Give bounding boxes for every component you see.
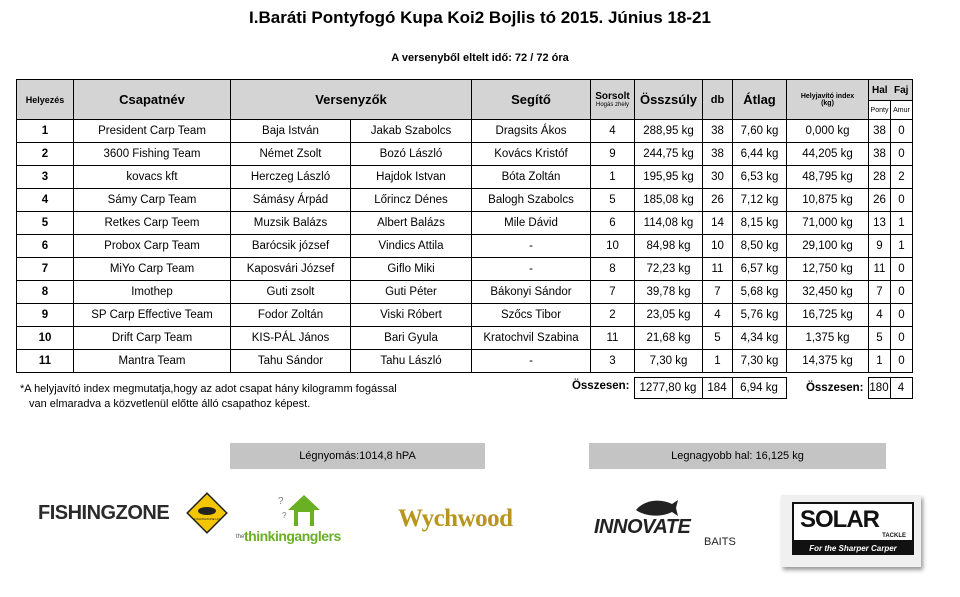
header-segito: Segítő <box>472 80 591 120</box>
thinking-text: thinkinganglers <box>244 528 341 544</box>
competitor-2-cell: Vindics Attila <box>351 235 472 258</box>
team-cell: President Carp Team <box>74 120 231 143</box>
competitor-1-cell: Guti zsolt <box>231 281 351 304</box>
db-cell: 7 <box>703 281 733 304</box>
amur-cell: 2 <box>891 166 913 189</box>
helper-cell: - <box>472 235 591 258</box>
totals-label-2: Összesen: <box>805 382 864 394</box>
avg-cell: 5,76 kg <box>733 304 787 327</box>
sorsolt-cell: 10 <box>591 235 635 258</box>
rank-cell: 2 <box>17 143 74 166</box>
helper-cell: Szőcs Tibor <box>472 304 591 327</box>
amur-cell: 0 <box>891 350 913 373</box>
solar-logo <box>781 495 921 567</box>
index-cell: 12,750 kg <box>787 258 869 281</box>
innovate-baits-text: BAITS <box>704 536 736 548</box>
rank-cell: 10 <box>17 327 74 350</box>
helper-cell: Balogh Szabolcs <box>472 189 591 212</box>
rank-cell: 3 <box>17 166 74 189</box>
ponty-cell: 11 <box>869 258 891 281</box>
header-sorsolt-sub: Hogás zhely <box>595 102 630 108</box>
db-cell: 4 <box>703 304 733 327</box>
biggest-fish-bar: Legnagyobb hal: 16,125 kg <box>589 443 886 469</box>
rank-cell: 8 <box>17 281 74 304</box>
index-cell: 1,375 kg <box>787 327 869 350</box>
totals-row <box>571 377 913 399</box>
competitor-2-cell: Giflo Miki <box>351 258 472 281</box>
avg-cell: 8,50 kg <box>733 235 787 258</box>
amur-cell: 0 <box>891 258 913 281</box>
team-cell: MiYo Carp Team <box>74 258 231 281</box>
index-cell: 48,795 kg <box>787 166 869 189</box>
footnote <box>20 382 500 412</box>
table-row <box>17 235 913 258</box>
sorsolt-cell: 7 <box>591 281 635 304</box>
ponty-cell: 13 <box>869 212 891 235</box>
header-amur: Amur <box>891 101 913 120</box>
solar-text: SOLAR <box>800 506 879 533</box>
sorsolt-cell: 2 <box>591 304 635 327</box>
db-cell: 14 <box>703 212 733 235</box>
db-cell: 26 <box>703 189 733 212</box>
ponty-cell: 7 <box>869 281 891 304</box>
competitor-2-cell: Guti Péter <box>351 281 472 304</box>
avg-cell: 7,12 kg <box>733 189 787 212</box>
competitor-2-cell: Bari Gyula <box>351 327 472 350</box>
team-cell: Imothep <box>74 281 231 304</box>
avg-cell: 6,53 kg <box>733 166 787 189</box>
db-cell: 5 <box>703 327 733 350</box>
sorsolt-cell: 8 <box>591 258 635 281</box>
helper-cell: Bákonyi Sándor <box>472 281 591 304</box>
weight-cell: 185,08 kg <box>635 189 703 212</box>
innovate-logo <box>592 496 742 550</box>
team-cell: SP Carp Effective Team <box>74 304 231 327</box>
db-cell: 10 <box>703 235 733 258</box>
wychwood-logo <box>398 505 548 539</box>
team-cell: Retkes Carp Teem <box>74 212 231 235</box>
fishingzone-logo <box>38 492 218 542</box>
table-row <box>17 143 913 166</box>
competitor-1-cell: Barócsik józsef <box>231 235 351 258</box>
ponty-cell: 38 <box>869 143 891 166</box>
footnote-line-1: *A helyjavító index megmutatja,hogy az adot csapat hány kilogramm fogással <box>20 383 397 395</box>
rank-cell: 1 <box>17 120 74 143</box>
weight-cell: 114,08 kg <box>635 212 703 235</box>
avg-cell: 6,57 kg <box>733 258 787 281</box>
header-atlag: Átlag <box>733 80 787 120</box>
rank-cell: 11 <box>17 350 74 373</box>
header-versenyzok: Versenyzők <box>231 80 472 120</box>
sorsolt-cell: 9 <box>591 143 635 166</box>
rank-cell: 7 <box>17 258 74 281</box>
index-cell: 0,000 kg <box>787 120 869 143</box>
avg-cell: 5,68 kg <box>733 281 787 304</box>
index-cell: 14,375 kg <box>787 350 869 373</box>
page-title: I.Baráti Pontyfogó Kupa Koi2 Bojlis tó 2015. Június 18-21 <box>249 8 711 27</box>
team-cell: Sámy Carp Team <box>74 189 231 212</box>
fishingzone-badge-icon <box>186 492 228 534</box>
competitor-2-cell: Jakab Szabolcs <box>351 120 472 143</box>
competitor-2-cell: Lőrincz Dénes <box>351 189 472 212</box>
amur-cell: 0 <box>891 189 913 212</box>
ponty-cell: 1 <box>869 350 891 373</box>
helper-cell: Kovács Kristóf <box>472 143 591 166</box>
competitor-1-cell: Kaposvári József <box>231 258 351 281</box>
ponty-cell: 28 <box>869 166 891 189</box>
table-row <box>17 189 913 212</box>
ponty-cell: 26 <box>869 189 891 212</box>
ponty-cell: 38 <box>869 120 891 143</box>
amur-cell: 0 <box>891 120 913 143</box>
competitor-1-cell: Német Zsolt <box>231 143 351 166</box>
index-cell: 16,725 kg <box>787 304 869 327</box>
competitor-2-cell: Tahu László <box>351 350 472 373</box>
competitor-1-cell: Herczeg László <box>231 166 351 189</box>
index-cell: 44,205 kg <box>787 143 869 166</box>
amur-cell: 0 <box>891 281 913 304</box>
totals-label-text: Összesen: <box>571 379 630 392</box>
index-cell: 10,875 kg <box>787 189 869 212</box>
competitor-2-cell: Albert Balázs <box>351 212 472 235</box>
competitor-1-cell: Sámásy Árpád <box>231 189 351 212</box>
helper-cell: Kratochvil Szabina <box>472 327 591 350</box>
solar-badge <box>792 502 914 542</box>
sorsolt-cell: 4 <box>591 120 635 143</box>
weight-cell: 244,75 kg <box>635 143 703 166</box>
innovate-text: INNOVATE <box>594 516 691 538</box>
competitor-1-cell: Muzsik Balázs <box>231 212 351 235</box>
thinking-anglers-logo <box>236 490 366 554</box>
team-cell: Probox Carp Team <box>74 235 231 258</box>
table-row <box>17 212 913 235</box>
sorsolt-cell: 5 <box>591 189 635 212</box>
competitor-1-cell: Tahu Sándor <box>231 350 351 373</box>
elapsed-time: A versenyből eltelt idő: 72 / 72 óra <box>391 52 569 64</box>
fishingzone-text: FISHINGZONE <box>38 502 170 524</box>
index-cell: 29,100 kg <box>787 235 869 258</box>
sorsolt-cell: 3 <box>591 350 635 373</box>
weight-cell: 23,05 kg <box>635 304 703 327</box>
competitor-2-cell: Viski Róbert <box>351 304 472 327</box>
weight-cell: 84,98 kg <box>635 235 703 258</box>
ponty-cell: 4 <box>869 304 891 327</box>
footnote-line-2: van elmaradva a közvetlenül előtte álló csapathoz képest. <box>29 398 311 410</box>
totals-ponty: 180 <box>868 378 890 399</box>
header-osszsuly: Összsúly <box>635 80 703 120</box>
team-cell: Mantra Team <box>74 350 231 373</box>
weight-cell: 21,68 kg <box>635 327 703 350</box>
header-helyezes: Helyezés <box>17 80 74 120</box>
amur-cell: 1 <box>891 235 913 258</box>
rank-cell: 6 <box>17 235 74 258</box>
fishingzone-badge-text: FISHINGZONE.HU <box>194 517 220 521</box>
team-cell: Drift Carp Team <box>74 327 231 350</box>
rank-cell: 4 <box>17 189 74 212</box>
solar-tagline: For the Sharper Carper <box>792 542 914 555</box>
sorsolt-cell: 11 <box>591 327 635 350</box>
db-cell: 1 <box>703 350 733 373</box>
sorsolt-cell: 1 <box>591 166 635 189</box>
amur-cell: 0 <box>891 327 913 350</box>
totals-label <box>571 378 634 399</box>
helper-cell: Mile Dávid <box>472 212 591 235</box>
table-row <box>17 258 913 281</box>
innovate-carp-icon <box>634 496 680 518</box>
totals-amur: 4 <box>890 378 912 399</box>
competitor-2-cell: Bozó László <box>351 143 472 166</box>
amur-cell: 0 <box>891 143 913 166</box>
table-row <box>17 304 913 327</box>
table-row <box>17 166 913 189</box>
table-row <box>17 350 913 373</box>
team-cell: kovacs kft <box>74 166 231 189</box>
header-hal: Hal <box>869 80 891 101</box>
header-ponty: Ponty <box>869 101 891 120</box>
competitor-1-cell: KIS-PÁL János <box>231 327 351 350</box>
competitor-1-cell: Fodor Zoltán <box>231 304 351 327</box>
db-cell: 38 <box>703 120 733 143</box>
header-db: db <box>703 80 733 120</box>
db-cell: 38 <box>703 143 733 166</box>
index-cell: 71,000 kg <box>787 212 869 235</box>
db-cell: 11 <box>703 258 733 281</box>
avg-cell: 6,44 kg <box>733 143 787 166</box>
avg-cell: 4,34 kg <box>733 327 787 350</box>
thinking-prefix: the <box>236 534 245 540</box>
db-cell: 30 <box>703 166 733 189</box>
helper-cell: Dragsits Ákos <box>472 120 591 143</box>
totals-avg: 6,94 kg <box>732 378 786 399</box>
avg-cell: 8,15 kg <box>733 212 787 235</box>
amur-cell: 0 <box>891 304 913 327</box>
totals-weight: 1277,80 kg <box>634 378 702 399</box>
helper-cell: Bóta Zoltán <box>472 166 591 189</box>
index-cell: 32,450 kg <box>787 281 869 304</box>
table-row <box>17 120 913 143</box>
table-row <box>17 327 913 350</box>
wychwood-text: Wychwood <box>398 505 513 532</box>
ponty-cell: 5 <box>869 327 891 350</box>
weight-cell: 288,95 kg <box>635 120 703 143</box>
totals-db: 184 <box>702 378 732 399</box>
ponty-cell: 9 <box>869 235 891 258</box>
header-faj: Faj <box>891 80 913 101</box>
amur-cell: 1 <box>891 212 913 235</box>
svg-text:?: ? <box>278 496 284 507</box>
competitor-1-cell: Baja István <box>231 120 351 143</box>
weight-cell: 72,23 kg <box>635 258 703 281</box>
weight-cell: 39,78 kg <box>635 281 703 304</box>
weight-cell: 7,30 kg <box>635 350 703 373</box>
helper-cell: - <box>472 258 591 281</box>
header-csapatnev: Csapatnév <box>74 80 231 120</box>
header-sorsolt-label: Sorsolt <box>595 91 630 102</box>
avg-cell: 7,30 kg <box>733 350 787 373</box>
header-helyjavito-unit: (kg) <box>821 99 834 107</box>
svg-text:?: ? <box>282 511 287 520</box>
header-helyjavito-label: Helyjavító index <box>800 92 855 100</box>
rank-cell: 9 <box>17 304 74 327</box>
results-table <box>16 79 913 373</box>
table-row <box>17 281 913 304</box>
thinking-anglers-icon <box>276 490 326 530</box>
header-helyjavito <box>787 80 869 120</box>
helper-cell: - <box>472 350 591 373</box>
rank-cell: 5 <box>17 212 74 235</box>
pressure-bar: Légnyomás:1014,8 hPA <box>230 443 485 469</box>
weight-cell: 195,95 kg <box>635 166 703 189</box>
competitor-2-cell: Hajdok Istvan <box>351 166 472 189</box>
avg-cell: 7,60 kg <box>733 120 787 143</box>
sorsolt-cell: 6 <box>591 212 635 235</box>
team-cell: 3600 Fishing Team <box>74 143 231 166</box>
solar-tackle-text: TACKLE <box>882 533 906 539</box>
header-sorsolt <box>591 80 635 120</box>
